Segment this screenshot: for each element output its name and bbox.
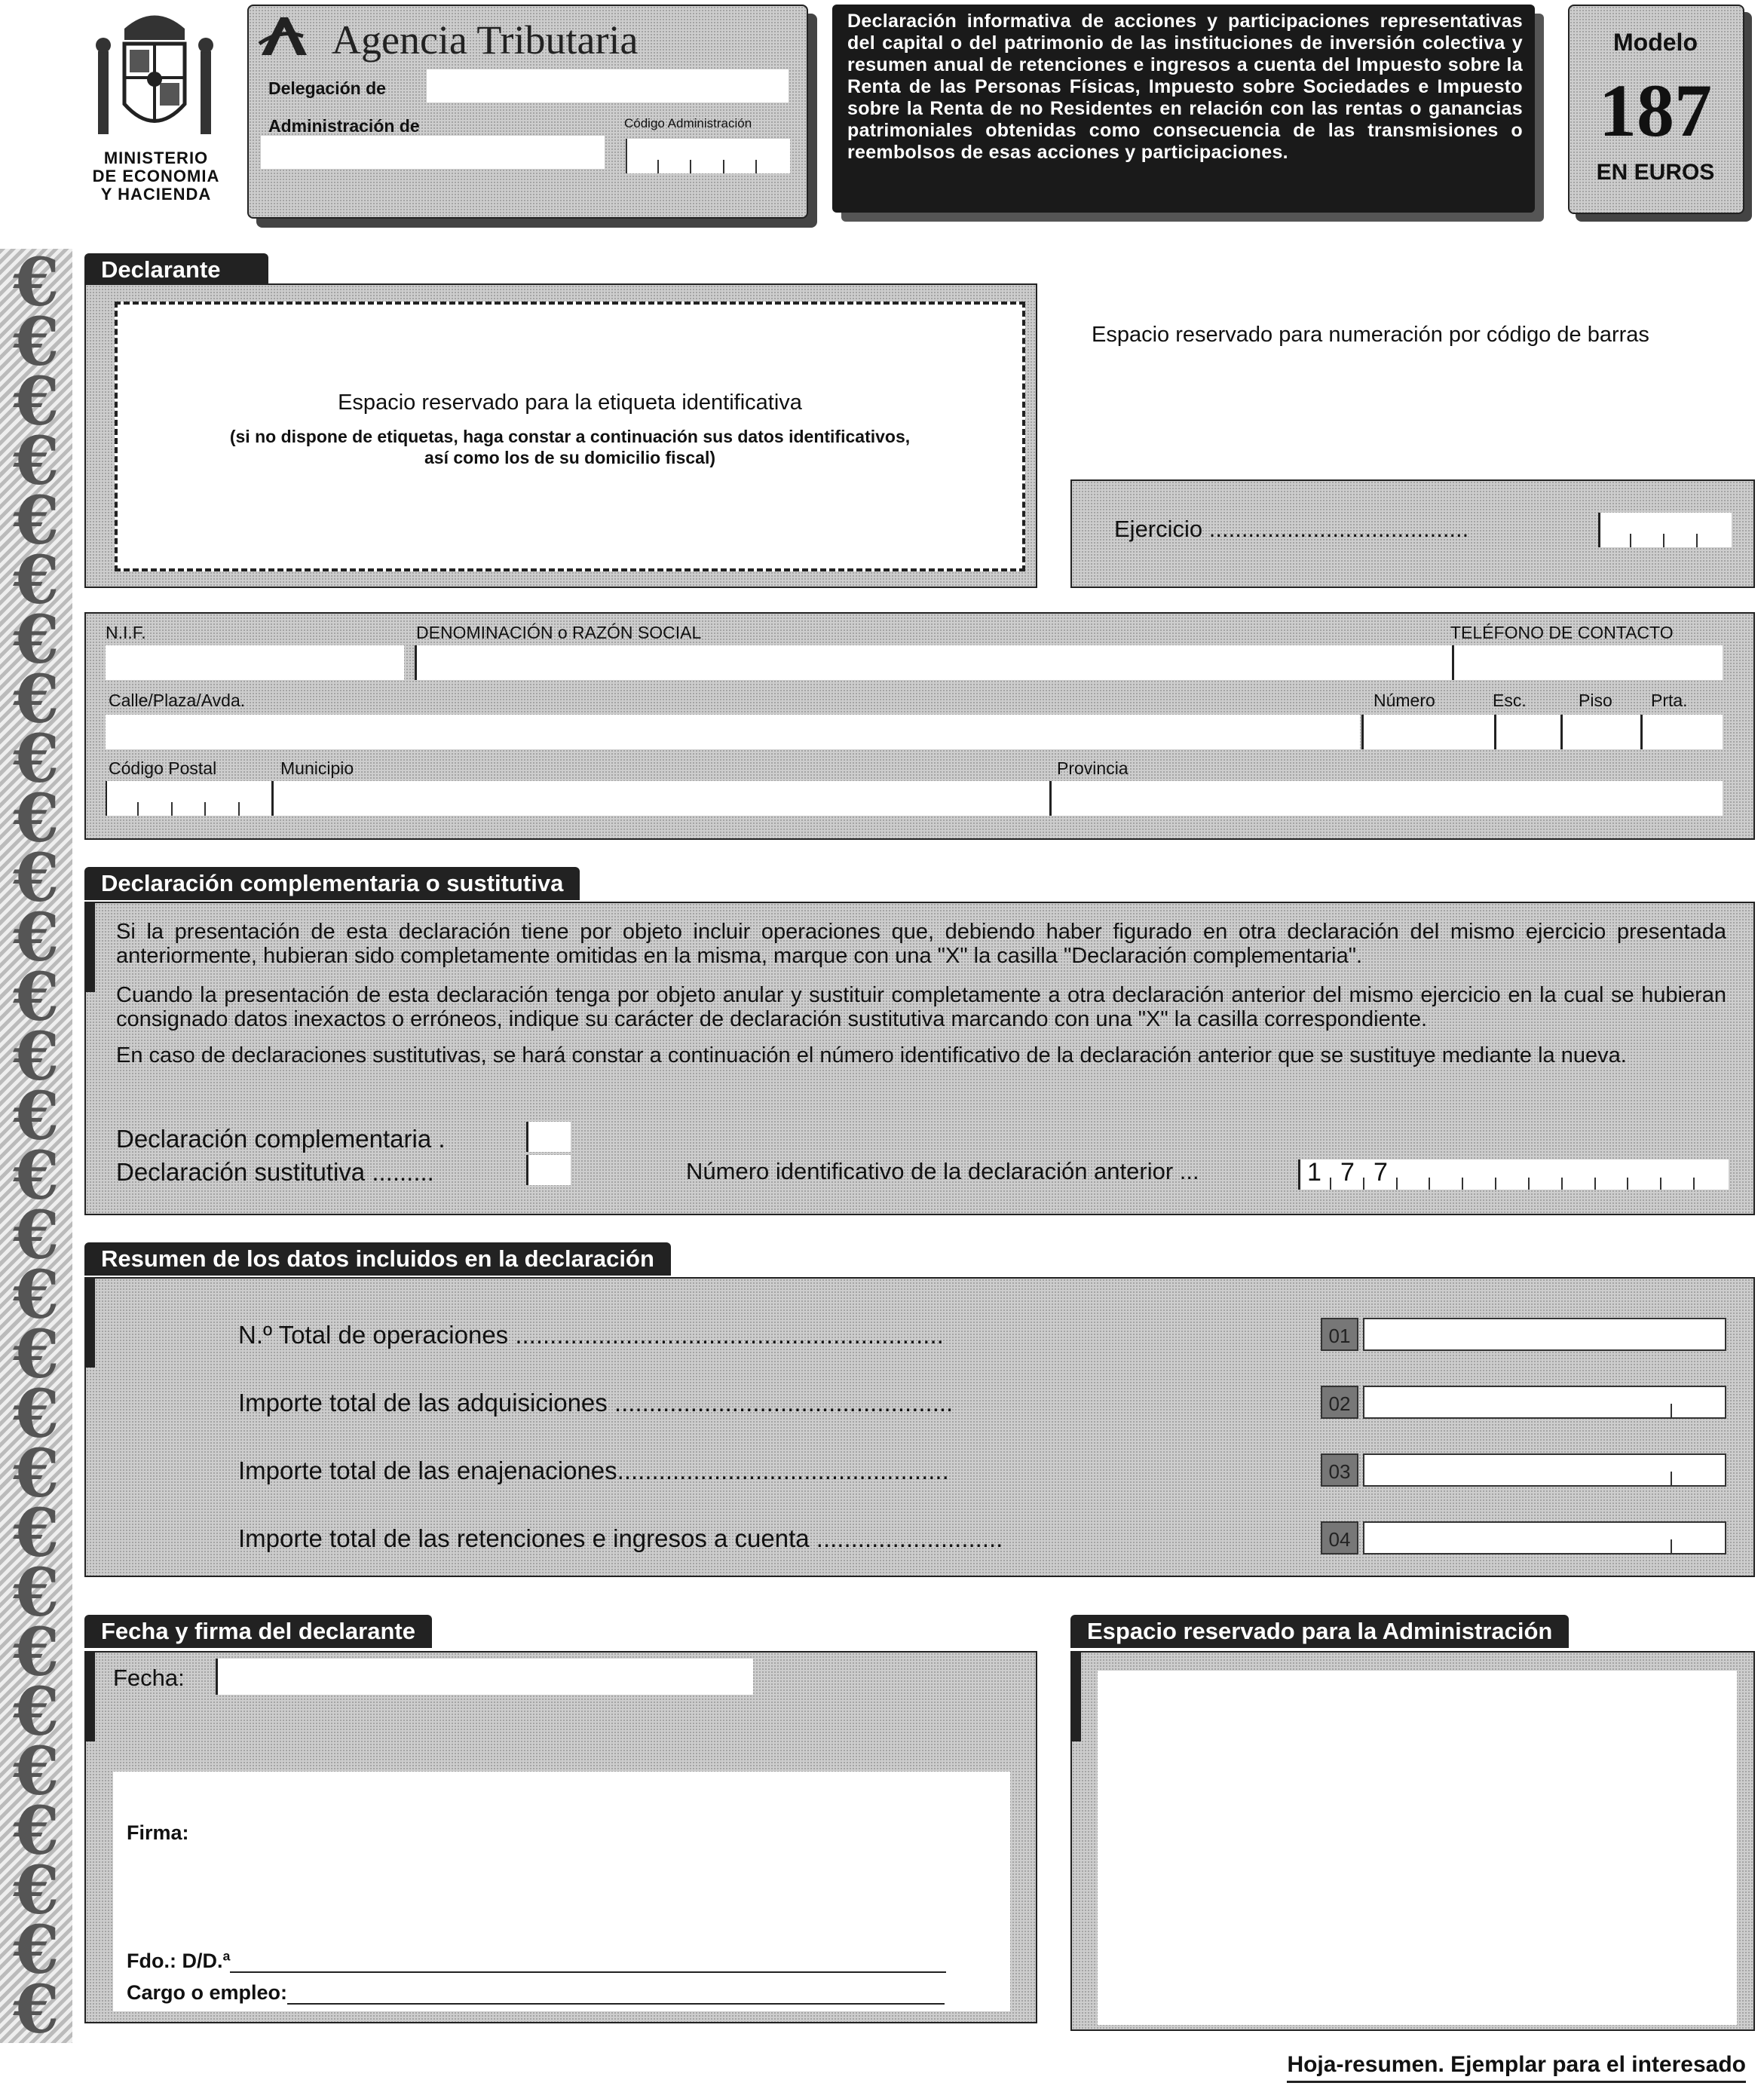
firma-tab: Fecha y firma del declarante (84, 1615, 432, 1648)
euro-icon: € (13, 1493, 60, 1572)
euro-icon: € (13, 421, 60, 500)
euro-icon: € (13, 779, 60, 857)
sustitutiva-checkbox-label: Declaración sustitutiva ......... (116, 1158, 434, 1186)
euro-icon: € (13, 1791, 60, 1870)
prefix-digit-1: 1 (1307, 1158, 1321, 1187)
denominacion-label: DENOMINACIÓN o RAZÓN SOCIAL (416, 623, 702, 642)
cargo-line[interactable] (287, 1982, 945, 2005)
calle-field[interactable] (106, 715, 1360, 749)
euro-icon: € (13, 1970, 60, 2048)
resumen-row-field[interactable] (1363, 1318, 1726, 1351)
admin-edge (1070, 1651, 1081, 1741)
currency-label: EN EUROS (1596, 160, 1715, 185)
resumen-row-field[interactable] (1363, 1521, 1726, 1554)
calle-label: Calle/Plaza/Avda. (109, 691, 246, 710)
euro-icon: € (13, 1315, 60, 1393)
decimal-separator-tick (1671, 1472, 1672, 1485)
resumen-row-label: Importe total de las retenciones e ingresos a cuenta ........................... (238, 1524, 1003, 1552)
numero-field[interactable] (1361, 715, 1495, 749)
euro-icon: € (13, 1613, 60, 1691)
provincia-label: Provincia (1057, 758, 1129, 778)
resumen-row-field[interactable] (1363, 1453, 1726, 1487)
numero-anterior-label: Número identificativo de la declaración anterior ... (686, 1158, 1199, 1184)
resumen-row-field[interactable] (1363, 1386, 1726, 1419)
delegacion-field[interactable] (427, 69, 789, 103)
complementaria-p2: Cuando la presentación de esta declaración tenga por objeto anular y sustituir completamente a otra declaración anterior del mismo ejercicio en la cual se hubieran consignado datos inexactos o erróneos, indique su carácter de declaración sustitutiva marcando con una "X" la casilla correspondiente. (116, 983, 1726, 1031)
piso-field[interactable] (1560, 715, 1641, 749)
codigo-admin-ticks (626, 139, 789, 173)
fdo-line[interactable] (230, 1950, 946, 1973)
complementaria-checkbox-label: Declaración complementaria . (116, 1125, 446, 1153)
ejercicio-label: Ejercicio ........................................ (1114, 516, 1469, 542)
ejercicio-ticks (1598, 513, 1729, 547)
telefono-label: TELÉFONO DE CONTACTO (1450, 623, 1674, 642)
euro-icon: € (13, 541, 60, 619)
codigo-postal-ticks (106, 781, 271, 816)
label-note-2: así como los de su domicilio fiscal) (424, 448, 715, 467)
euro-icon: € (13, 1196, 60, 1274)
euro-icon: € (13, 660, 60, 738)
resumen-tab: Resumen de los datos incluidos en la declaración (84, 1242, 671, 1276)
codigo-admin-label: Código Administración (624, 116, 752, 130)
euro-icon: € (13, 1553, 60, 1631)
numero-anterior-ticks (1298, 1159, 1726, 1190)
complementaria-tab: Declaración complementaria o sustitutiva (84, 867, 580, 900)
coat-of-arms-icon (83, 6, 226, 142)
resumen-row-label: Importe total de las adquisiciones ................................................. (238, 1389, 954, 1417)
euro-icon: € (13, 362, 60, 440)
euro-icon: € (13, 1672, 60, 1751)
barcode-note: Espacio reservado para numeración por código de barras (1092, 323, 1649, 347)
resumen-row-code: 04 (1321, 1521, 1358, 1554)
resumen-row-code: 01 (1321, 1318, 1358, 1351)
firma-label: Firma: (127, 1821, 189, 1844)
firma-edge (84, 1651, 95, 1741)
euro-icon: € (13, 1374, 60, 1453)
fdo-text: Fdo.: D/D.ª (127, 1950, 231, 1972)
resumen-edge (84, 1277, 95, 1368)
complementaria-p3: En caso de declaraciones sustitutivas, se hará constar a continuación el número identificativo de la declaración anterior que se sustituye mediante la nueva. (116, 1043, 1627, 1067)
resumen-row-label: N.º Total de operaciones .............................................................. (238, 1321, 944, 1349)
euro-icon: € (13, 1077, 60, 1155)
codigo-postal-label: Código Postal (109, 758, 217, 778)
euro-icon: € (13, 1136, 60, 1214)
prta-label: Prta. (1651, 691, 1688, 710)
sustitutiva-checkbox[interactable] (526, 1155, 571, 1185)
denominacion-field[interactable] (415, 645, 1453, 680)
decimal-separator-tick (1671, 1539, 1672, 1553)
model-description: Declaración informativa de acciones y participaciones representativas del capital o del patrimonio de las instituciones de inversión colectiva y resumen anual de retenciones e ingresos a cuenta del Impuesto sobre la Renta de las Personas Físicas, Impuesto sobre Sociedades e Impuesto sobre la Renta de no Residentes en relación con las rentas o ganancias patrimoniales obtenidas como consecuencia de las transmisiones o reembolsos de esas acciones y participaciones. (847, 11, 1523, 163)
decimal-separator-tick (1671, 1404, 1672, 1417)
administracion-field[interactable] (261, 136, 605, 169)
prefix-digit-2: 7 (1340, 1158, 1355, 1187)
label-note-1: (si no dispone de etiquetas, haga constar a continuación sus datos identificativos, (229, 427, 911, 446)
prta-field[interactable] (1640, 715, 1723, 749)
euro-icon: € (13, 1017, 60, 1095)
esc-label: Esc. (1493, 691, 1527, 710)
admin-tab: Espacio reservado para la Administración (1070, 1615, 1569, 1648)
piso-label: Piso (1579, 691, 1612, 710)
esc-field[interactable] (1494, 715, 1561, 749)
firma-box[interactable] (113, 1772, 1010, 2011)
complementaria-p1: Si la presentación de esta declaración tiene por objeto incluir operaciones que, debiendo haber figurado en otra declaración del mismo ejercicio presentada anteriormente, hubieran sido completamente omitidas en la misma, marque con una "X" la casilla "Declaración complementaria". (116, 920, 1726, 968)
euro-icon: € (13, 1732, 60, 1810)
cargo-label (127, 1981, 945, 2005)
euro-icon: € (13, 838, 60, 917)
modelo-number: 187 (1599, 69, 1712, 152)
euro-icon: € (13, 719, 60, 798)
municipio-field[interactable] (271, 781, 1050, 816)
euro-icon: € (13, 302, 60, 381)
euro-icon: € (13, 1255, 60, 1334)
euro-icon: € (13, 898, 60, 976)
resumen-row-label: Importe total de las enajenaciones................................................ (238, 1456, 949, 1484)
municipio-label: Municipio (280, 758, 354, 778)
euro-icon: € (13, 1851, 60, 1929)
telefono-field[interactable] (1452, 645, 1723, 680)
label-title: Espacio reservado para la etiqueta identificativa (338, 391, 802, 415)
footer-note: Hoja-resumen. Ejemplar para el interesado (1287, 2052, 1746, 2083)
fecha-field[interactable] (216, 1659, 753, 1695)
fecha-label: Fecha: (113, 1665, 185, 1691)
delegacion-label: Delegación de (268, 78, 386, 98)
agency-logo-icon (258, 14, 311, 59)
administracion-label: Administración de (268, 116, 420, 136)
euro-icon: € (13, 1910, 60, 1989)
cargo-text: Cargo o empleo: (127, 1981, 288, 2004)
complementaria-edge (84, 902, 95, 992)
euro-icon: € (13, 1434, 60, 1512)
provincia-field[interactable] (1049, 781, 1723, 816)
agency-name: Agencia Tributaria (332, 17, 639, 63)
numero-label: Número (1374, 691, 1435, 710)
resumen-row-code: 02 (1321, 1386, 1358, 1419)
complementaria-checkbox[interactable] (526, 1122, 571, 1152)
fdo-label (127, 1950, 946, 1973)
resumen-row-code: 03 (1321, 1453, 1358, 1487)
declarante-tab: Declarante (84, 253, 268, 286)
euro-icon: € (13, 243, 60, 321)
ministry-name: MINISTERIO DE ECONOMIA Y HACIENDA (92, 149, 220, 204)
nif-field[interactable] (106, 645, 404, 680)
euro-icon: € (13, 957, 60, 1036)
nif-label: N.I.F. (106, 623, 146, 642)
euro-icon: € (13, 600, 60, 678)
euro-icon: € (13, 481, 60, 559)
prefix-digit-3: 7 (1374, 1158, 1388, 1187)
modelo-label: Modelo (1613, 29, 1698, 56)
admin-box (1098, 1671, 1737, 2025)
